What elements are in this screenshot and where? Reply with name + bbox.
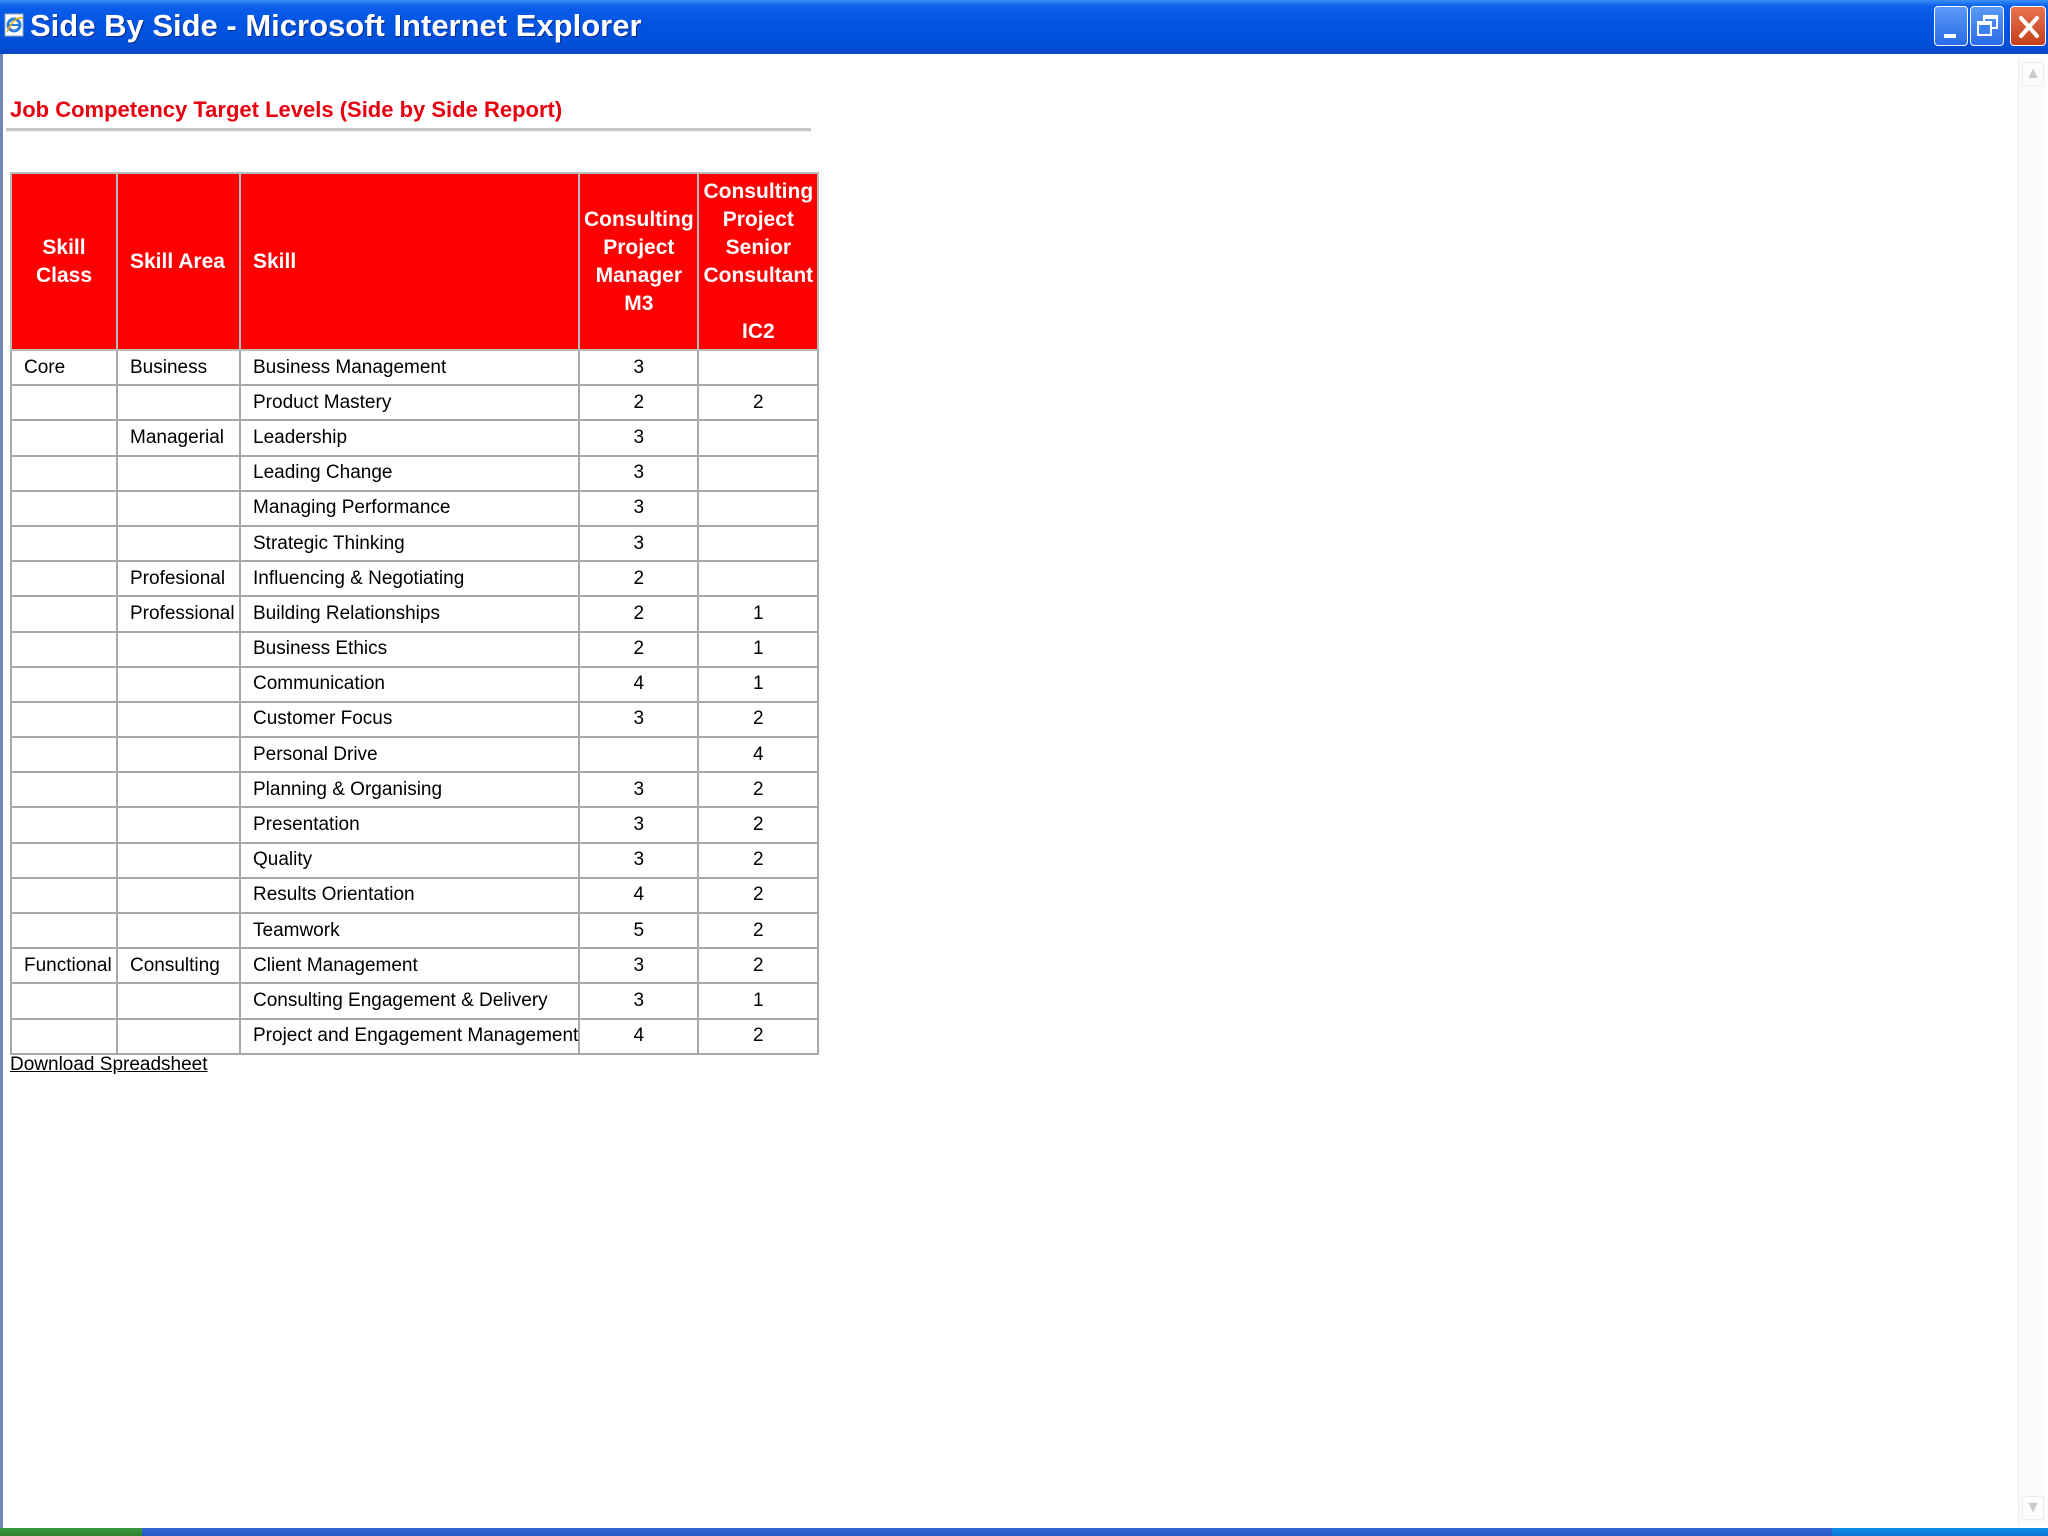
cell-level-senior-consultant: 2 <box>698 948 818 983</box>
cell-level-project-manager: 2 <box>579 561 698 596</box>
cell-level-project-manager: 2 <box>579 596 698 631</box>
restore-icon <box>1971 7 2005 47</box>
table-row <box>11 737 818 772</box>
cell-skill-class: Functional <box>11 948 117 983</box>
cell-skill: Strategic Thinking <box>240 526 579 561</box>
table-row <box>11 843 818 878</box>
cell-skill-area: Professional <box>117 596 240 631</box>
cell-skill-area <box>117 385 240 420</box>
cell-level-project-manager <box>579 737 698 772</box>
cell-skill: Leadership <box>240 420 579 455</box>
cell-skill: Personal Drive <box>240 737 579 772</box>
report-title: Job Competency Target Levels (Side by Side Report) <box>10 97 563 122</box>
cell-level-project-manager: 2 <box>579 632 698 667</box>
scroll-up-arrow-icon[interactable]: ▲ <box>2022 62 2044 86</box>
cell-level-project-manager: 4 <box>579 1019 698 1054</box>
cell-skill: Customer Focus <box>240 702 579 737</box>
cell-skill-area <box>117 526 240 561</box>
cell-level-project-manager: 4 <box>579 667 698 702</box>
table-row <box>11 1019 818 1054</box>
cell-skill-area: Profesional <box>117 561 240 596</box>
cell-skill-class <box>11 983 117 1018</box>
vertical-scrollbar[interactable] <box>2018 58 2045 1524</box>
system-tray <box>1832 1528 2048 1536</box>
cell-skill: Presentation <box>240 807 579 842</box>
taskbar <box>0 1528 2048 1536</box>
close-button[interactable] <box>2010 6 2046 46</box>
cell-skill-class <box>11 632 117 667</box>
cell-level-project-manager: 3 <box>579 420 698 455</box>
cell-skill-class <box>11 772 117 807</box>
cell-skill-area <box>117 632 240 667</box>
cell-level-senior-consultant: 4 <box>698 737 818 772</box>
cell-level-senior-consultant: 1 <box>698 983 818 1018</box>
cell-skill-area <box>117 913 240 948</box>
title-divider <box>6 128 811 132</box>
cell-level-senior-consultant: 2 <box>698 772 818 807</box>
cell-skill-area <box>117 1019 240 1054</box>
table-row <box>11 561 818 596</box>
window-border <box>0 54 3 1530</box>
cell-level-senior-consultant <box>698 456 818 491</box>
table-body <box>11 350 818 1054</box>
cell-level-senior-consultant: 1 <box>698 632 818 667</box>
cell-skill: Client Management <box>240 948 579 983</box>
cell-level-project-manager: 3 <box>579 526 698 561</box>
cell-skill: Communication <box>240 667 579 702</box>
table-row <box>11 913 818 948</box>
table-row <box>11 878 818 913</box>
cell-skill: Teamwork <box>240 913 579 948</box>
download-spreadsheet-link[interactable]: Download Spreadsheet <box>10 1054 208 1075</box>
cell-level-senior-consultant: 2 <box>698 913 818 948</box>
cell-skill-class <box>11 702 117 737</box>
cell-level-project-manager: 4 <box>579 878 698 913</box>
cell-skill: Leading Change <box>240 456 579 491</box>
header-skill: Skill <box>240 173 579 350</box>
cell-skill-class <box>11 843 117 878</box>
cell-skill-class <box>11 878 117 913</box>
cell-skill: Influencing & Negotiating <box>240 561 579 596</box>
cell-level-senior-consultant: 2 <box>698 807 818 842</box>
cell-skill-area <box>117 456 240 491</box>
cell-skill-class <box>11 1019 117 1054</box>
close-icon <box>2011 7 2047 47</box>
cell-skill-class <box>11 807 117 842</box>
table-row <box>11 491 818 526</box>
cell-level-senior-consultant: 2 <box>698 1019 818 1054</box>
cell-level-project-manager: 3 <box>579 350 698 385</box>
cell-level-senior-consultant <box>698 350 818 385</box>
header-role-senior-consultant <box>698 173 818 350</box>
cell-skill-area: Business <box>117 350 240 385</box>
cell-skill-area <box>117 878 240 913</box>
cell-skill-class <box>11 456 117 491</box>
cell-skill: Managing Performance <box>240 491 579 526</box>
cell-skill: Building Relationships <box>240 596 579 631</box>
table-row <box>11 456 818 491</box>
cell-level-senior-consultant <box>698 420 818 455</box>
table-row <box>11 596 818 631</box>
cell-skill: Consulting Engagement & Delivery <box>240 983 579 1018</box>
header-role-project-manager: Consulting Project Manager M3 <box>579 173 698 350</box>
cell-skill-class <box>11 737 117 772</box>
cell-skill: Results Orientation <box>240 878 579 913</box>
cell-level-project-manager: 3 <box>579 491 698 526</box>
table-row <box>11 632 818 667</box>
cell-skill-class <box>11 491 117 526</box>
title-bar[interactable] <box>0 0 2048 54</box>
cell-level-project-manager: 3 <box>579 948 698 983</box>
table-header-row <box>11 173 818 350</box>
cell-skill: Quality <box>240 843 579 878</box>
minimize-icon <box>1935 7 1969 47</box>
cell-skill: Project and Engagement Management <box>240 1019 579 1054</box>
cell-skill-area <box>117 983 240 1018</box>
cell-level-senior-consultant: 2 <box>698 385 818 420</box>
cell-level-senior-consultant: 2 <box>698 878 818 913</box>
cell-level-project-manager: 3 <box>579 702 698 737</box>
start-button[interactable] <box>0 1528 142 1536</box>
cell-skill: Business Management <box>240 350 579 385</box>
table-row <box>11 948 818 983</box>
restore-button[interactable] <box>1970 6 2004 46</box>
header-role-senior-consultant-code: IC2 <box>741 319 775 343</box>
table-row <box>11 420 818 455</box>
cell-skill-area <box>117 491 240 526</box>
cell-skill: Business Ethics <box>240 632 579 667</box>
cell-level-senior-consultant: 1 <box>698 596 818 631</box>
cell-skill-area <box>117 772 240 807</box>
cell-level-project-manager: 3 <box>579 843 698 878</box>
cell-level-senior-consultant <box>698 526 818 561</box>
cell-skill: Product Mastery <box>240 385 579 420</box>
cell-skill-class <box>11 913 117 948</box>
table-row <box>11 807 818 842</box>
cell-level-project-manager: 3 <box>579 456 698 491</box>
cell-skill-class <box>11 526 117 561</box>
cell-skill-area <box>117 702 240 737</box>
header-skill-area: Skill Area <box>117 173 240 350</box>
cell-level-project-manager: 3 <box>579 807 698 842</box>
cell-skill: Planning & Organising <box>240 772 579 807</box>
header-skill-class: Skill Class <box>11 173 117 350</box>
cell-skill-class <box>11 667 117 702</box>
header-role-senior-consultant-name: Consulting Project Senior Consultant <box>703 179 814 287</box>
cell-level-senior-consultant <box>698 561 818 596</box>
cell-skill-class <box>11 385 117 420</box>
cell-level-project-manager: 2 <box>579 385 698 420</box>
cell-level-senior-consultant <box>698 491 818 526</box>
cell-skill-area: Managerial <box>117 420 240 455</box>
cell-skill-area <box>117 667 240 702</box>
cell-skill-area: Consulting <box>117 948 240 983</box>
cell-skill-class <box>11 420 117 455</box>
cell-level-senior-consultant: 1 <box>698 667 818 702</box>
cell-skill-area <box>117 737 240 772</box>
cell-level-project-manager: 3 <box>579 983 698 1018</box>
table-row <box>11 526 818 561</box>
table-row <box>11 385 818 420</box>
competency-table <box>10 172 819 1055</box>
table-row <box>11 772 818 807</box>
scroll-down-arrow-icon[interactable]: ▼ <box>2022 1496 2044 1520</box>
cell-level-project-manager: 3 <box>579 772 698 807</box>
internet-explorer-icon[interactable] <box>4 12 26 38</box>
minimize-button[interactable] <box>1934 6 1968 46</box>
table-row <box>11 667 818 702</box>
cell-skill-class: Core <box>11 350 117 385</box>
cell-skill-area <box>117 807 240 842</box>
cell-level-senior-consultant: 2 <box>698 702 818 737</box>
table-row <box>11 350 818 385</box>
cell-level-project-manager: 5 <box>579 913 698 948</box>
window-title: Side By Side - Microsoft Internet Explorer <box>30 8 642 43</box>
table-row <box>11 983 818 1018</box>
cell-skill-area <box>117 843 240 878</box>
table-row <box>11 702 818 737</box>
cell-level-senior-consultant: 2 <box>698 843 818 878</box>
cell-skill-class <box>11 561 117 596</box>
cell-skill-class <box>11 596 117 631</box>
